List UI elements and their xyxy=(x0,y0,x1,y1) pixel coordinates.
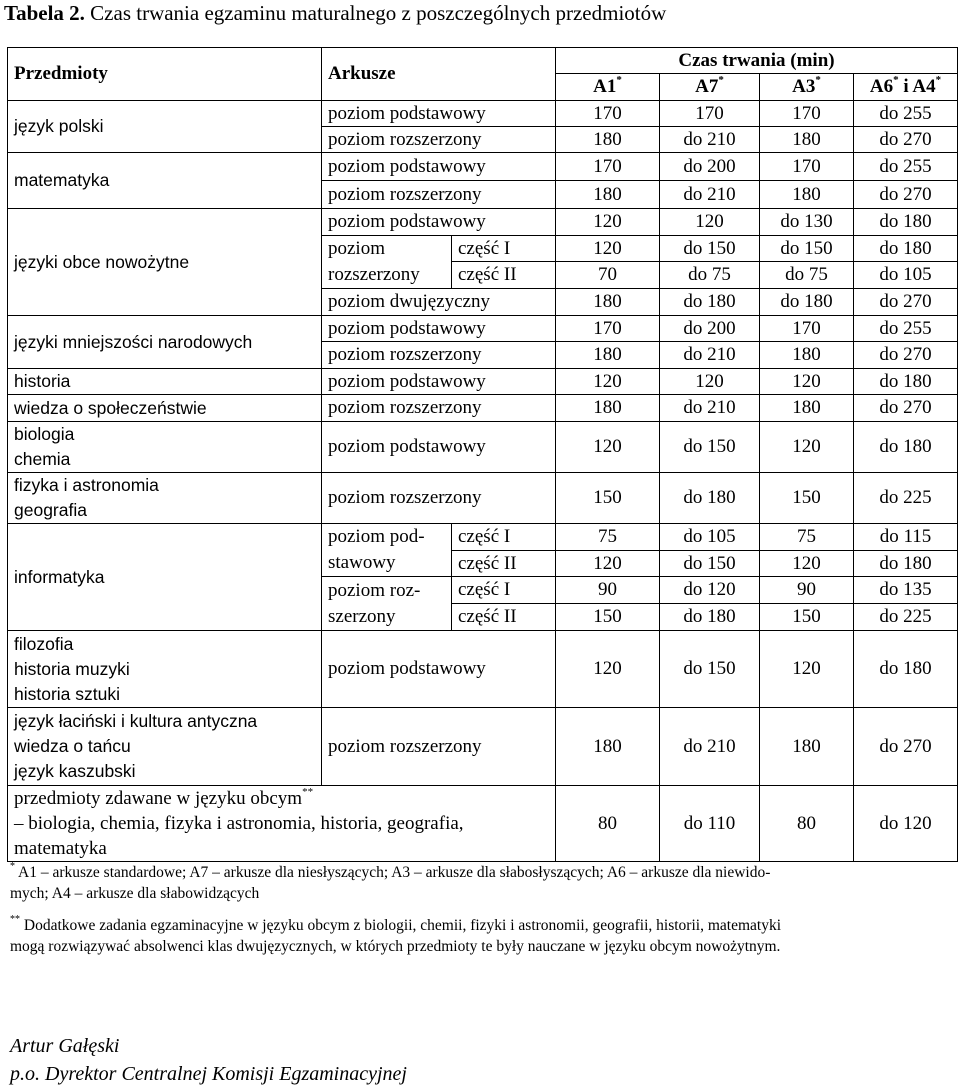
value-cell: do 270 xyxy=(854,289,958,316)
level-cell: poziom podstawowy xyxy=(322,369,556,395)
value-cell: do 210 xyxy=(660,127,760,153)
table-row xyxy=(8,369,958,395)
value-cell: 75 xyxy=(556,524,660,551)
value-cell: do 225 xyxy=(854,473,958,524)
value-cell: do 200 xyxy=(660,316,760,342)
value-cell: do 180 xyxy=(854,631,958,708)
value-cell: do 210 xyxy=(660,708,760,786)
value-cell: 170 xyxy=(760,101,854,127)
value-cell: do 180 xyxy=(854,209,958,236)
subject-mniejszosci: języki mniejszości narodowych xyxy=(8,316,322,369)
table-row xyxy=(8,786,958,862)
level-cell: poziom podstawowy xyxy=(322,101,556,127)
header-duration: Czas trwania (min) xyxy=(556,48,958,74)
level-text: poziom pod- xyxy=(328,526,425,547)
value-cell: do 150 xyxy=(660,631,760,708)
header-a6-a4: A6* i A4* xyxy=(854,74,958,101)
value-cell: 120 xyxy=(760,631,854,708)
value-cell: 180 xyxy=(556,181,660,209)
value-cell: do 110 xyxy=(660,786,760,862)
subject-biologia: biologia xyxy=(14,424,75,444)
level-cell: rozszerzony xyxy=(322,262,452,289)
value-cell: 180 xyxy=(760,708,854,786)
level-cell: poziom rozszerzony xyxy=(322,127,556,153)
value-cell: 75 xyxy=(760,524,854,551)
footnote-2-line-2: mogą rozwiązywać absolwenci klas dwujęzycznych, w których przedmioty te były nauczane w języku obcym nowożytnym. xyxy=(10,938,781,955)
footnote-2 xyxy=(10,915,950,957)
value-cell: 170 xyxy=(760,316,854,342)
level-cell: poziom rozszerzony xyxy=(322,473,556,524)
footnote-2-line-1: ** Dodatkowe zadania egzaminacyjne w języku obcym z biologii, chemii, fizyki i astronomii, geografii, historii, matematyki xyxy=(10,913,781,934)
value-cell: do 105 xyxy=(660,524,760,551)
value-cell: 170 xyxy=(556,153,660,181)
table-row xyxy=(8,524,958,551)
level-text: szerzony xyxy=(328,605,396,627)
exam-duration-table xyxy=(7,47,958,862)
signature-name: Artur Gałęski xyxy=(10,1035,120,1057)
value-cell: 120 xyxy=(556,551,660,577)
value-cell: 120 xyxy=(556,631,660,708)
value-cell: 150 xyxy=(556,473,660,524)
subject-geografia: geografia xyxy=(14,500,87,520)
subject-historia-sztuki: historia sztuki xyxy=(14,683,121,704)
level-cell: poziom rozszerzony xyxy=(322,395,556,422)
table-row xyxy=(8,316,958,342)
value-cell: do 255 xyxy=(854,316,958,342)
table-row xyxy=(8,708,958,786)
value-cell: do 180 xyxy=(854,236,958,262)
table-row xyxy=(8,631,958,708)
part-cell: część I xyxy=(452,524,556,551)
table-row xyxy=(8,473,958,524)
subject-obce: języki obce nowożytne xyxy=(8,209,322,316)
table-caption xyxy=(4,0,666,26)
value-cell: 180 xyxy=(556,708,660,786)
value-cell: do 75 xyxy=(760,262,854,289)
level-cell xyxy=(322,524,452,577)
value-cell: 150 xyxy=(760,604,854,631)
value-cell: 180 xyxy=(760,395,854,422)
value-cell: do 210 xyxy=(660,181,760,209)
subject-biologia-chemia xyxy=(8,422,322,473)
value-cell: 90 xyxy=(556,577,660,604)
value-cell: do 105 xyxy=(854,262,958,289)
level-cell: poziom podstawowy xyxy=(322,422,556,473)
value-cell: do 150 xyxy=(660,422,760,473)
subject-group-1 xyxy=(8,631,322,708)
value-cell: 120 xyxy=(760,551,854,577)
value-cell: do 135 xyxy=(854,577,958,604)
value-cell: 170 xyxy=(556,101,660,127)
value-cell: do 210 xyxy=(660,395,760,422)
subject-obcym-line-1: przedmioty zdawane w języku obcym** xyxy=(14,785,314,809)
subject-informatyka: informatyka xyxy=(8,524,322,631)
table-number: Tabela 2. xyxy=(4,1,85,25)
subject-historia-muzyki: historia muzyki xyxy=(14,658,130,679)
subject-matematyka: matematyka xyxy=(8,153,322,209)
value-cell: 150 xyxy=(760,473,854,524)
value-cell: 120 xyxy=(556,236,660,262)
value-cell: do 180 xyxy=(660,473,760,524)
level-text: stawowy xyxy=(328,552,396,573)
signature-role: p.o. Dyrektor Centralnej Komisji Egzaminacyjnej xyxy=(10,1063,407,1085)
subject-wos: wiedza o społeczeństwie xyxy=(8,395,322,422)
level-cell: poziom podstawowy xyxy=(322,316,556,342)
value-cell: do 255 xyxy=(854,153,958,181)
value-cell: do 270 xyxy=(854,708,958,786)
value-cell: do 270 xyxy=(854,395,958,422)
header-subjects: Przedmioty xyxy=(8,48,322,101)
value-cell: 120 xyxy=(660,209,760,236)
table-title: Czas trwania egzaminu maturalnego z poszczególnych przedmiotów xyxy=(90,1,667,25)
subject-fizyka-geografia xyxy=(8,473,322,524)
level-cell: poziom rozszerzony xyxy=(322,342,556,369)
value-cell: 120 xyxy=(660,369,760,395)
value-cell: do 180 xyxy=(660,289,760,316)
level-cell: poziom rozszerzony xyxy=(322,708,556,786)
value-cell: do 120 xyxy=(660,577,760,604)
value-cell: do 180 xyxy=(854,551,958,577)
subject-group-2 xyxy=(8,708,322,786)
value-cell: do 75 xyxy=(660,262,760,289)
value-cell: do 150 xyxy=(660,551,760,577)
value-cell: 180 xyxy=(556,395,660,422)
subject-kaszubski: język kaszubski xyxy=(14,761,136,781)
value-cell: do 115 xyxy=(854,524,958,551)
header-row-1 xyxy=(8,48,958,74)
level-cell: poziom dwujęzyczny xyxy=(322,289,556,316)
table-row xyxy=(8,395,958,422)
footnote-1-line-1: * A1 – arkusze standardowe; A7 – arkusze dla niesłyszących; A3 – arkusze dla słabosłyszących; A6 – arkusze dla niewido- xyxy=(10,860,771,881)
value-cell: 170 xyxy=(660,101,760,127)
header-a1: A1* xyxy=(556,74,660,101)
value-cell: 90 xyxy=(760,577,854,604)
subject-obcym-line-2: – biologia, chemia, fizyka i astronomia, historia, geografia, xyxy=(14,813,464,834)
part-cell: część II xyxy=(452,551,556,577)
value-cell: do 180 xyxy=(854,369,958,395)
value-cell: do 255 xyxy=(854,101,958,127)
subject-lacinski: język łaciński i kultura antyczna xyxy=(14,711,258,731)
footnote-1 xyxy=(10,862,950,904)
value-cell: do 270 xyxy=(854,127,958,153)
value-cell: 120 xyxy=(556,369,660,395)
value-cell: do 180 xyxy=(760,289,854,316)
value-cell: 180 xyxy=(556,342,660,369)
value-cell: 150 xyxy=(556,604,660,631)
value-cell: 120 xyxy=(556,422,660,473)
value-cell: 120 xyxy=(556,209,660,236)
value-cell: do 180 xyxy=(660,604,760,631)
subject-obcym xyxy=(8,786,556,862)
value-cell: do 200 xyxy=(660,153,760,181)
level-text: poziom roz- xyxy=(328,579,421,601)
part-cell: część I xyxy=(452,236,556,262)
value-cell: do 180 xyxy=(854,422,958,473)
level-cell: poziom podstawowy xyxy=(322,153,556,181)
value-cell: do 150 xyxy=(760,236,854,262)
subject-chemia: chemia xyxy=(14,449,71,469)
subject-historia: historia xyxy=(8,369,322,395)
header-a7: A7* xyxy=(660,74,760,101)
level-cell: poziom podstawowy xyxy=(322,209,556,236)
value-cell: do 210 xyxy=(660,342,760,369)
value-cell: 180 xyxy=(760,342,854,369)
value-cell: 170 xyxy=(556,316,660,342)
value-cell: do 150 xyxy=(660,236,760,262)
subject-filozofia: filozofia xyxy=(14,633,74,654)
part-cell: część I xyxy=(452,577,556,604)
footnote-1-line-2: mych; A4 – arkusze dla słabowidzących xyxy=(10,885,260,902)
value-cell: 120 xyxy=(760,422,854,473)
value-cell: 80 xyxy=(556,786,660,862)
level-cell: poziom xyxy=(322,236,452,262)
table-row xyxy=(8,422,958,473)
value-cell: 180 xyxy=(760,181,854,209)
value-cell: do 270 xyxy=(854,342,958,369)
level-cell: poziom podstawowy xyxy=(322,631,556,708)
subject-fizyka: fizyka i astronomia xyxy=(14,475,159,495)
value-cell: 180 xyxy=(556,127,660,153)
part-cell: część II xyxy=(452,262,556,289)
value-cell: 180 xyxy=(760,127,854,153)
header-a3: A3* xyxy=(760,74,854,101)
subject-polski: język polski xyxy=(8,101,322,153)
value-cell: do 270 xyxy=(854,181,958,209)
value-cell: 180 xyxy=(556,289,660,316)
subject-obcym-line-3: matematyka xyxy=(14,838,107,859)
header-sheets: Arkusze xyxy=(322,48,556,101)
value-cell: 80 xyxy=(760,786,854,862)
table-row xyxy=(8,153,958,181)
part-cell: część II xyxy=(452,604,556,631)
value-cell: 170 xyxy=(760,153,854,181)
value-cell: do 130 xyxy=(760,209,854,236)
level-cell xyxy=(322,577,452,631)
value-cell: do 120 xyxy=(854,786,958,862)
value-cell: 70 xyxy=(556,262,660,289)
value-cell: do 225 xyxy=(854,604,958,631)
value-cell: 120 xyxy=(760,369,854,395)
level-cell: poziom rozszerzony xyxy=(322,181,556,209)
table-row xyxy=(8,101,958,127)
table-row xyxy=(8,209,958,236)
subject-taniec: wiedza o tańcu xyxy=(14,736,131,756)
